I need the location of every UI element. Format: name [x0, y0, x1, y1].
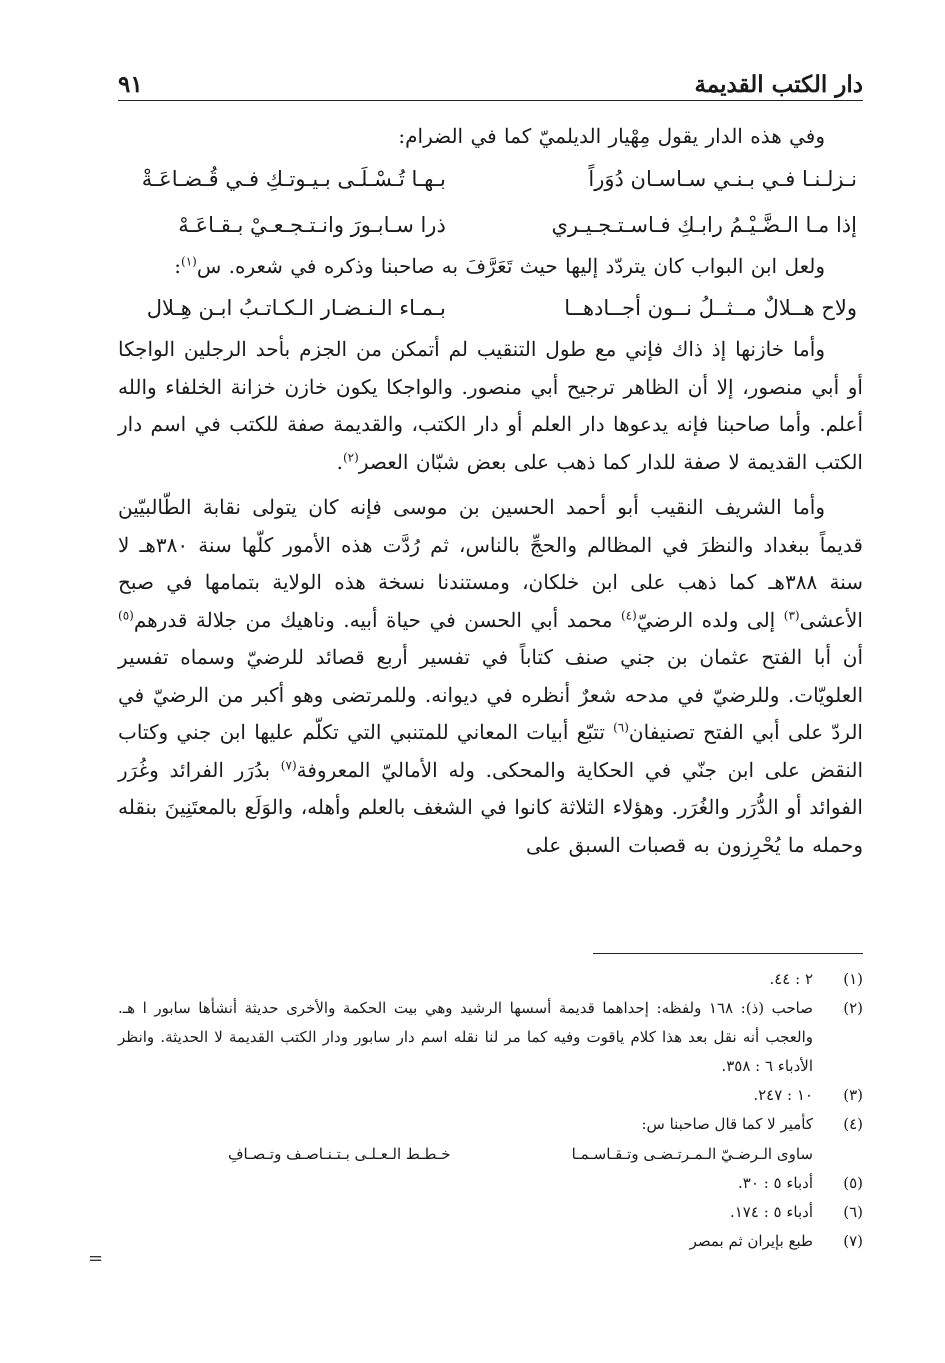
footnote-number: (٥) [843, 1174, 863, 1192]
paragraph-text: إلى ولده الرضيّ [636, 607, 784, 632]
paragraph-text: : [174, 253, 182, 278]
verse-hemistich: نـزلـنـا فـي بـنـي سـاسـان دُوَراً [588, 166, 857, 191]
footnote-6 [118, 1198, 863, 1227]
footnote-3 [118, 1081, 863, 1110]
running-title: دار الكتب القديمة [694, 71, 863, 98]
footnote-text: ٢ : ٤٤. [769, 970, 813, 988]
paragraph-text: وأما الشريف النقيب أبو أحمد الحسين بن موسى فإنه كان يتولى نقابة الطّالبيّين قديماً ببغداد والنظرَ في المظالم والحجِّ بالناس، ثم رُدَّت هذه الأمور كلّها سنة ٣٨٠هـ لا سنة ٣٨٨هـ كما ذهب على ابن خلكان، ومستندنا نسخة هذه الولاية بتمامها في صبح الأعشى [118, 495, 863, 632]
verse-line-2 [118, 202, 863, 248]
header-rule [118, 100, 863, 101]
page-number: ٩١ [118, 71, 143, 98]
paragraph-2 [118, 248, 863, 286]
paragraph-3 [118, 331, 863, 481]
footnote-4 [118, 1110, 863, 1139]
footnote-number: (٦) [843, 1203, 863, 1221]
paragraph-4 [118, 489, 863, 864]
footnote-text: طبع بإيران ثم بمصر [689, 1232, 813, 1250]
footnote-number: (٢) [843, 999, 863, 1017]
page-header [118, 58, 863, 98]
paragraph-gap [118, 481, 863, 489]
footnote-ref[interactable]: (٦) [613, 720, 629, 735]
footnote-ref[interactable]: (١) [181, 253, 197, 268]
footnote-number: (٤) [843, 1115, 863, 1133]
footnote-text: كأمير لا كما قال صاحبنا س: [641, 1115, 813, 1133]
verse-hemistich: ذرا سـابـورَ وانـتـجـعـيْ بـقـاعَـهْ [178, 212, 446, 237]
footnote-number: (١) [843, 970, 863, 988]
footnote-1 [118, 965, 863, 994]
verse-hemistich: خـطـط الـعـلـى بـتـنـاصـف وتـصـافِ [228, 1145, 451, 1163]
footnote-5 [118, 1169, 863, 1198]
paragraph-1: وفي هذه الدار يقول مِهْيار الديلميّ كما في الضرام: [398, 124, 825, 148]
footnote-text: أدباء ٥ : ٣٠. [738, 1174, 813, 1192]
paragraph-text: وأما خازنها إذ ذاك فإني مع طول التنقيب لم أتمكن من الجزم بأحد الرجلين الواجكا أو أبي منصور، إلا أن الظاهر ترجيح أبي منصور. والواجكا يكون خازن خزانة الخلفاء والله أعلم. وأما صاحبنا فإنه يدعوها دار العلم أو دار الكتب، والقديمة صفة للكتب في اسم دار الكتب القديمة لا صفة للدار كما ذهب على بعض شبّان العصر [118, 337, 863, 474]
footnote-ref[interactable]: (٥) [118, 607, 134, 622]
verse-line-1 [118, 156, 863, 202]
verse-hemistich: بـمـاء الـنـضـار الـكـاتـبُ ابـن هِـلال [146, 296, 446, 320]
paragraph-text: تتبّع أبيات المعاني للمتنبي التي تكلّم عليها ابن جني وكتاب النقض على ابن جنّي في الحكاية والمحكى. وله الأماليّ المعروفة [118, 720, 863, 782]
footnote-ref[interactable]: (٤) [620, 607, 637, 622]
paragraph-text: . [336, 449, 343, 474]
footnote-2 [118, 994, 863, 1081]
footnote-ref[interactable]: (٣) [783, 607, 800, 622]
footnote-ref[interactable]: (٧) [280, 757, 297, 772]
footnote-rule [593, 953, 863, 954]
footnote-verse [118, 1139, 813, 1169]
paragraph-text: أن أبا الفتح عثمان بن جني صنف كتاباً في تفسير أربع قصائد للرضيّ وسماه تفسير العلويّات. وللرضيّ في مدحه شعرٌ أنظره في ديوانه. وللمرتضى وهو أكبر من الرضيّ في الردّ على أبي الفتح تصنيفان [118, 645, 863, 744]
margin-mark: = [88, 1248, 104, 1269]
paragraph-text: بدُرَر الفرائد وغُرَر الفوائد أو الدُّرَر والغُرَر. وهؤلاء الثلاثة كانوا في الشغف بالعلم وأهله، والوَلَع بالمعتَنِينَ بنقله وحمله ما يُحْرِزون به قصبات السبق على [118, 757, 863, 857]
verse-hemistich: ساوى الـرضـيّ الـمـرتـضـى وتـقـاسـمـا [571, 1145, 813, 1163]
main-text [118, 118, 863, 864]
paragraph-text: محمد أبي الحسن في حياة أبيه. وناهيك من جلالة قدرهم [133, 607, 621, 632]
paragraph-text: ولعل ابن البواب كان يتردّد إليها حيث تَعَرَّفَ به صاحبنا وذكره في شعره. س [196, 253, 825, 278]
footnote-text: ١٠ : ٢٤٧. [753, 1086, 813, 1104]
footnote-ref[interactable]: (٢) [342, 449, 359, 464]
verse-line-3 [118, 285, 863, 331]
footnote-number: (٣) [843, 1086, 863, 1104]
verse-hemistich: بـهـا تُـسْـلَـى بـيـوتـكِ فـي قُـضـاعَـةْ [141, 166, 446, 191]
verse-hemistich: ولاح هــلالٌ مــثــلُ نــون أجــادهــا [564, 296, 857, 320]
footnote-number: (٧) [843, 1232, 863, 1250]
footnote-7 [118, 1227, 863, 1256]
footnotes [118, 965, 863, 1256]
footnote-text: صاحب (ذ): ١٦٨ ولفظه: إحداهما قديمة أسسها الرشيد وهي بيت الحكمة والأخرى حديثة أنشأها سابور ا هـ. والعجب أنه نقل بعد هذا كلام ياقوت وفيه كما مر لنا نقله اسم دار سابور ودار الكتب القديمة لا الحديثة. وانظر الأدباء ٦ : ٣٥٨. [118, 999, 813, 1075]
footnote-text: أدباء ٥ : ١٧٤. [729, 1203, 813, 1221]
verse-hemistich: إذا مـا الـضَّـيْـمُ رابـكِ فـاسـتـجـيـري [551, 212, 857, 237]
